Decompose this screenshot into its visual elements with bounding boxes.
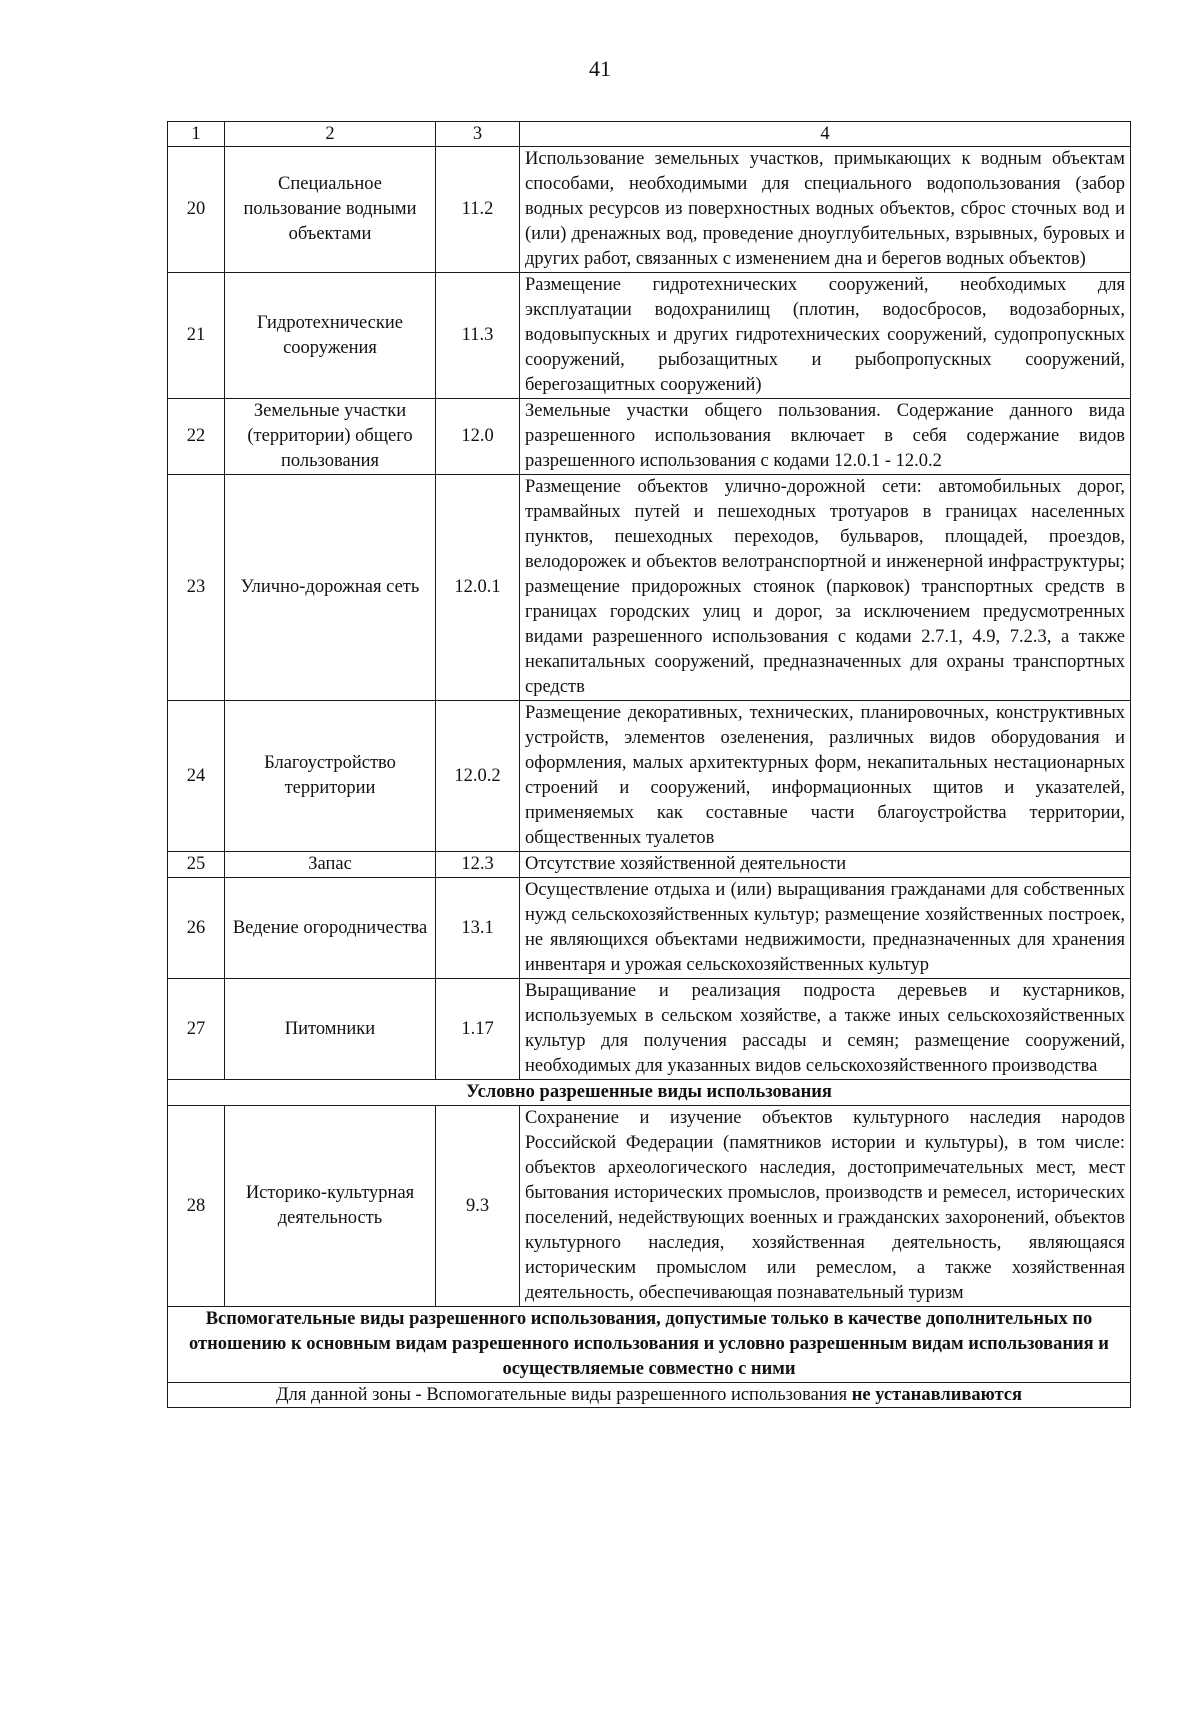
use-type-code: 12.3 [436, 852, 520, 878]
use-type-name: Земельные участки (территории) общего пользования [225, 399, 436, 475]
table-row [168, 979, 1131, 1080]
row-number: 27 [168, 979, 225, 1080]
table-row [168, 399, 1131, 475]
row-number: 20 [168, 147, 225, 273]
use-type-code: 1.17 [436, 979, 520, 1080]
use-type-description: Осуществление отдыха и (или) выращивания гражданами для собственных нужд сельскохозяйственных культур; размещение хозяйственных построек, не являющихся объектами недвижимости, предназначенных для хранения инвентаря и урожая сельскохозяйственных культур [520, 878, 1131, 979]
use-type-code: 12.0.1 [436, 475, 520, 701]
row-number: 25 [168, 852, 225, 878]
row-number: 23 [168, 475, 225, 701]
use-type-name: Благоустройство территории [225, 701, 436, 852]
table-row [168, 852, 1131, 878]
use-type-description: Земельные участки общего пользования. Содержание данного вида разрешенного использования включает в себя содержание видов разрешенного использования с кодами 12.0.1 - 12.0.2 [520, 399, 1131, 475]
use-type-name: Ведение огородничества [225, 878, 436, 979]
use-type-code: 11.2 [436, 147, 520, 273]
auxiliary-section-title: Вспомогательные виды разрешенного использования, допустимые только в качестве дополнительных по отношению к основным видам разрешенного использования и условно разрешенным видам использования и осуществляемые совместно с ними [168, 1307, 1131, 1383]
auxiliary-section-row [168, 1307, 1131, 1383]
table-row [168, 701, 1131, 852]
use-type-description: Выращивание и реализация подроста деревьев и кустарников, используемых в сельском хозяйстве, а также иных сельскохозяйственных культур для получения рассады и семян; размещение сооружений, необходимых для указанных видов сельскохозяйственного производства [520, 979, 1131, 1080]
table-row [168, 273, 1131, 399]
use-type-name: Улично-дорожная сеть [225, 475, 436, 701]
use-type-code: 12.0.2 [436, 701, 520, 852]
use-type-name: Гидротехнические сооружения [225, 273, 436, 399]
use-type-description: Использование земельных участков, примыкающих к водным объектам способами, необходимыми для специального водопользования (забор водных ресурсов из поверхностных водных объектов, сброс сточных вод и (или) дренажных вод, проведение дноуглубительных, взрывных, буровых и других работ, связанных с изменением дна и берегов водных объектов) [520, 147, 1131, 273]
table-row [168, 878, 1131, 979]
use-type-code: 12.0 [436, 399, 520, 475]
table-row [168, 475, 1131, 701]
page-number: 41 [589, 56, 611, 81]
table-row [168, 1106, 1131, 1307]
use-type-description: Размещение гидротехнических сооружений, необходимых для эксплуатации водохранилищ (плотин, водосбросов, водозаборных, водовыпускных и других гидротехнических сооружений, судопропускных сооружений, рыбозащитных и рыбопропускных сооружений, берегозащитных сооружений) [520, 273, 1131, 399]
auxiliary-note-row [168, 1383, 1131, 1408]
use-type-code: 13.1 [436, 878, 520, 979]
conditional-rows [168, 1106, 1131, 1307]
row-number: 24 [168, 701, 225, 852]
use-type-name: Запас [225, 852, 436, 878]
use-type-description: Размещение декоративных, технических, планировочных, конструктивных устройств, элементов озеленения, различных видов оборудования и оформления, малых архитектурных форм, некапитальных нестационарных строений и сооружений, информационных щитов и указателей, применяемых как составные части благоустройства территории, общественных туалетов [520, 701, 1131, 852]
row-number: 26 [168, 878, 225, 979]
conditional-section-title: Условно разрешенные виды использования [168, 1080, 1131, 1106]
use-type-description: Отсутствие хозяйственной деятельности [520, 852, 1131, 878]
table-header-row [168, 122, 1131, 147]
header-col-4: 4 [520, 122, 1131, 147]
row-number: 21 [168, 273, 225, 399]
use-type-name: Питомники [225, 979, 436, 1080]
row-number: 22 [168, 399, 225, 475]
header-col-3: 3 [436, 122, 520, 147]
use-type-code: 9.3 [436, 1106, 520, 1307]
use-type-code: 11.3 [436, 273, 520, 399]
row-number: 28 [168, 1106, 225, 1307]
auxiliary-note [168, 1383, 1131, 1408]
header-col-1: 1 [168, 122, 225, 147]
use-type-description: Размещение объектов улично-дорожной сети: автомобильных дорог, трамвайных путей и пешеходных тротуаров в границах населенных пунктов, пешеходных переходов, бульваров, площадей, проездов, велодорожек и объектов велотранспортной и инженерной инфраструктуры; размещение придорожных стоянок (парковок) транспортных средств в границах городских улиц и дорог, за исключением предусмотренных видами разрешенного использования с кодами 2.7.1, 4.9, 7.2.3, а также некапитальных сооружений, предназначенных для охраны транспортных средств [520, 475, 1131, 701]
use-type-name: Специальное пользование водными объектами [225, 147, 436, 273]
conditional-section-row [168, 1080, 1131, 1106]
main-rows [168, 147, 1131, 1080]
header-col-2: 2 [225, 122, 436, 147]
use-type-description: Сохранение и изучение объектов культурного наследия народов Российской Федерации (памятников истории и культуры), в том числе: объектов археологического наследия, достопримечательных мест, мест бытования исторических промыслов, производств и ремесел, исторических поселений, недействующих военных и гражданских захоронений, объектов культурного наследия, хозяйственная деятельность, являющаяся историческим промыслом или ремеслом, а также хозяйственная деятельность, обеспечивающая познавательный туризм [520, 1106, 1131, 1307]
use-type-name: Историко-культурная деятельность [225, 1106, 436, 1307]
auxiliary-note-bold: не устанавливаются [851, 1385, 1023, 1405]
land-use-table [167, 121, 1131, 1408]
auxiliary-note-prefix: Для данной зоны - Вспомогательные виды разрешенного использования [275, 1385, 852, 1405]
table-row [168, 147, 1131, 273]
